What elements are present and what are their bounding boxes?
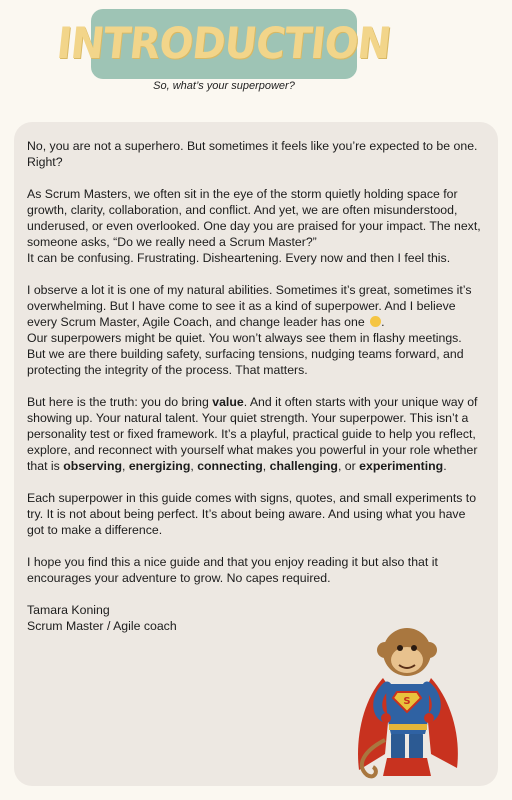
signature-role: Scrum Master / Agile coach — [27, 619, 177, 633]
signature-name: Tamara Koning — [27, 603, 110, 617]
keyword-challenging: challenging — [269, 459, 338, 473]
keyword-experimenting: experimenting — [359, 459, 444, 473]
paragraph-6: I hope you find this a nice guide and that you enjoy reading it but also that it encourages your adventure to grow. No capes required. — [27, 555, 438, 585]
paragraph-3-text: I observe a lot it is one of my natural abilities. Sometimes it’s great, sometimes it’s overwhelming. But I have come to see it as a kind of superpower. And I believe every Scrum Master, Agile Coach, and change leader has one — [27, 283, 472, 329]
paragraph-5: Each superpower in this guide comes with signs, quotes, and small experiments to try. It is not about being perfect. It’s about being aware. And using what you have got to make a difference. — [27, 491, 477, 537]
keyword-value: value — [212, 395, 244, 409]
smiling-face-icon — [370, 316, 381, 327]
keyword-observing: observing — [63, 459, 122, 473]
paragraph-3-closing: Our superpowers might be quiet. You won’t always see them in flashy meetings. But we are there building safety, surfacing tensions, nudging teams forward, and protecting the integrity of the process. That matters. — [27, 331, 464, 377]
title-banner — [54, 9, 394, 79]
paragraph-1: No, you are not a superhero. But sometimes it feels like you’re expected to be one. Right? — [27, 139, 478, 169]
page-subtitle: So, what’s your superpower? — [153, 80, 295, 92]
intro-text — [27, 138, 483, 634]
paragraph-2 — [27, 186, 483, 266]
paragraph-3: I observe a lot it is one of my natural abilities. Sometimes it’s great, sometimes it’s overwhelming. But I have come to see it as a kind of superpower. And I believe every Scrum Master, Agile Coach, and change leader has one . Our superpowers might be quiet. You won’t always see them in flashy meetings. But we are there building safety, surfacing tensions, nudging teams forward, and protecting the integrity of the process. That matters. — [27, 283, 472, 377]
svg-text:S: S — [403, 696, 411, 707]
keyword-energizing: energizing — [128, 459, 191, 473]
keyword-connecting: connecting — [197, 459, 263, 473]
paragraph-2-closing: It can be confusing. Frustrating. Disheartening. Every now and then I feel this. — [27, 251, 451, 265]
paragraph-2-text: As Scrum Masters, we often sit in the eye of the storm quietly holding space for growth, clarity, collaboration, and conflict. And yet, we are often misunderstood, underused, or even overlooked. One day you are praised for your impact. The next, someone asks, “Do we really need a Scrum Master?” — [27, 187, 481, 249]
paragraph-4: But here is the truth: you do bring value. And it often starts with your unique way of showing up. Your natural talent. Your quiet strength. Your superpower. This isn’t a personality test or fixed framework. It’s a playful, practical guide to help you reflect, explore, and reconnect with yourself what makes you powerful in your role whether that is observing, energizing, connecting, challenging, or experimenting. — [27, 395, 478, 473]
page-title: INTRODUCTION — [54, 19, 394, 69]
superhero-monkey-illustration — [345, 620, 470, 785]
